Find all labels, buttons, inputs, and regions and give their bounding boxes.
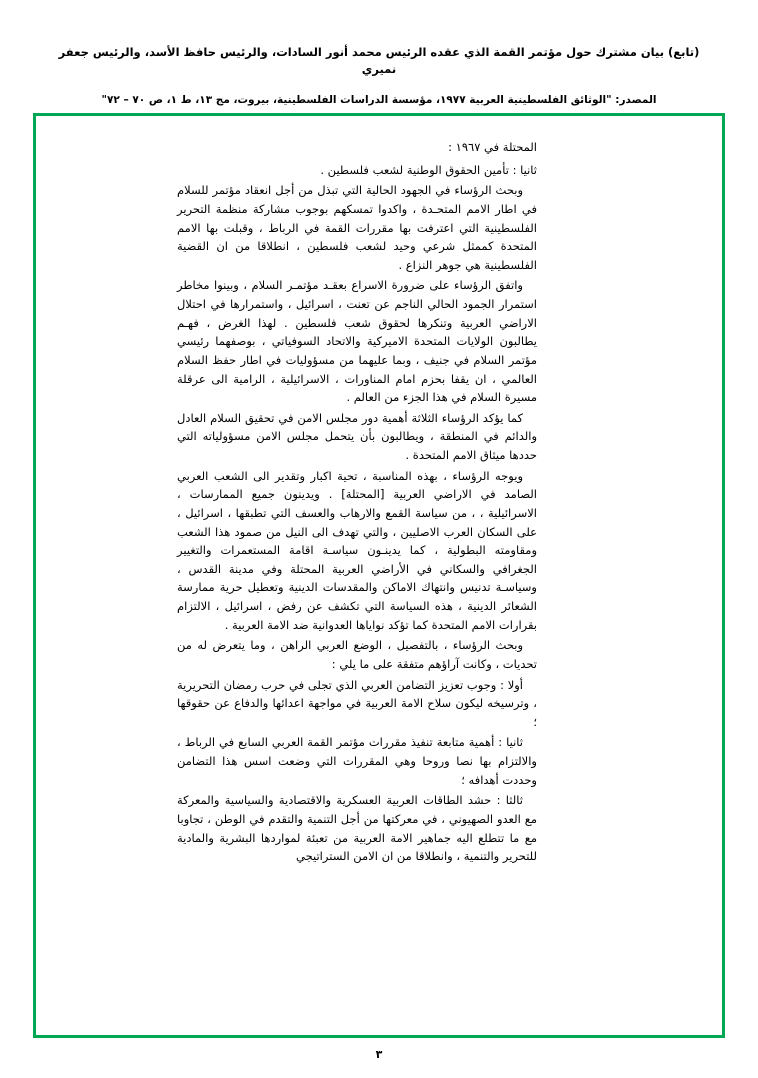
paragraph: كما يؤكد الرؤساء الثلاثة أهمية دور مجلس الامن في تحقيق السلام العادل والدائم في المنطقة ، ويطالبون بأن يتحمل مجلس الامن مسؤولياته التي حددها ميثاق الامم المتحدة .	[177, 410, 537, 462]
page-header	[0, 0, 758, 108]
paragraph: أولا : وجوب تعزيز التضامن العربي الذي تجلى في حرب رمضان التحريرية ، وترسيخه ليكون سلاح الامة العربية في مواجهة اعدائها والدفاع عن حقوقها ؛	[177, 677, 537, 729]
document-title: (تابع) بيان مشترك حول مؤتمر القمة الذي عقده الرئيس محمد أنور السادات، والرئيس حافظ الأسد، والرئيس جعفر نميري	[58, 45, 700, 77]
paragraph: ثانيا : تأمين الحقوق الوطنية لشعب فلسطين .	[320, 162, 537, 177]
paragraph: واتفق الرؤساء على ضرورة الاسراع بعقـد مؤتمـر السلام ، وبينوا مخاطر استمرار الجمود الحالي الناجم عن تعنت ، اسرائيل ، واستمرارها في احتلال الاراضي العربية وتنكرها لحقوق شعب فلسطين . لهذا الغرض ، فهـم يطالبون الولايات المتحدة الاميركية والاتحاد السوفياتي ، بوصفهما رئيسي مؤتمر السلام في جنيف ، وبما عليهما من مسؤوليات في اطار حفظ السلام العالمي ، ان يقفا بحزم امام المناورات ، الاسرائيلية ، الرامية الى عرقلة مسيرة السلام في هذا الجزء من العالم .	[177, 278, 537, 405]
paragraph: ثالثا : حشد الطاقات العربية العسكرية والاقتصادية والسياسية والمعركة مع العدو الصهيوني ، في معركتها من أجل التنمية والتقدم في الوطن ، تجاوبا مع ما تتطلع اليه جماهير الامة العربية من تعبئة لمواردها البشرية والمادية للتحرير والتنمية ، وانطلاقا من ان الامن الستراتيجي	[177, 793, 537, 864]
content-frame	[33, 113, 725, 1038]
paragraph: ويوجه الرؤساء ، بهذه المناسبة ، تحية اكبار وتقدير الى الشعب العربي الصامد في الاراضي العربية [المحتلة] . ويدينون جميع الممارسات ، الاسرائيلية ، ، من سياسة القمع والارهاب والعسف التي تطبقها ، اسرائيل ، على السكان العرب الاصليين ، والتي تهدف الى النيل من صمود هذا الشعب ومقاومته البطولية ، كما يدينـون سياسـة اقامة المستعمرات والتغيير الجغرافي والسكاني في الأراضي العربية المحتلة وفي مدينة القدس ، وسياسـة تدنيس وانتهاك الاماكن والمقدسات الدينية وتعطيل حرية ممارسة الشعائر الدينية ، هذه السياسة التي تكشف عن رفض ، اسرائيل ، الالتزام بقرارات الامم المتحدة كما تؤكد نواياها العدوانية ضد الامة العربية .	[177, 468, 537, 632]
document-source: المصدر: "الوثائق الفلسطينية العربية ١٩٧٧، مؤسسة الدراسات الفلسطينية، بيروت، مج ١٣، ط ١، ص ٧٠ – ٧٢"	[101, 93, 657, 106]
body-first-line: المحتلة في ١٩٦٧ :	[448, 140, 537, 154]
paragraph: وبحث الرؤساء في الجهود الحالية التي تبذل من أجل انعقاد مؤتمر للسلام في اطار الامم المتحـدة ، واكدوا تمسكهم بوجوب مشاركة منظمة التحرير الفلسطينية التي اعترفت بها مقررات القمة في الرباط ، وقبلت بها الامم المتحدة كممثل شرعي وحيد لشعب فلسطين ، انطلاقا من ان القضية الفلسطينية هي جوهر النزاع .	[177, 183, 537, 272]
paragraph: وبحث الرؤساء ، بالتفصيل ، الوضع العربي الراهن ، وما يتعرض له من تحديات ، وكانت آراؤهم متفقة على ما يلي :	[177, 638, 537, 671]
paragraph: ثانيا : أهمية متابعة تنفيذ مقررات مؤتمر القمة العربي السابع في الرباط ، والالتزام بها نصا وروحا وهي المقررات التي وضعت اسس هذا التضامن وحددت أهدافه ؛	[177, 735, 537, 787]
document-body	[177, 138, 537, 868]
page-number: ٣	[375, 1048, 383, 1061]
